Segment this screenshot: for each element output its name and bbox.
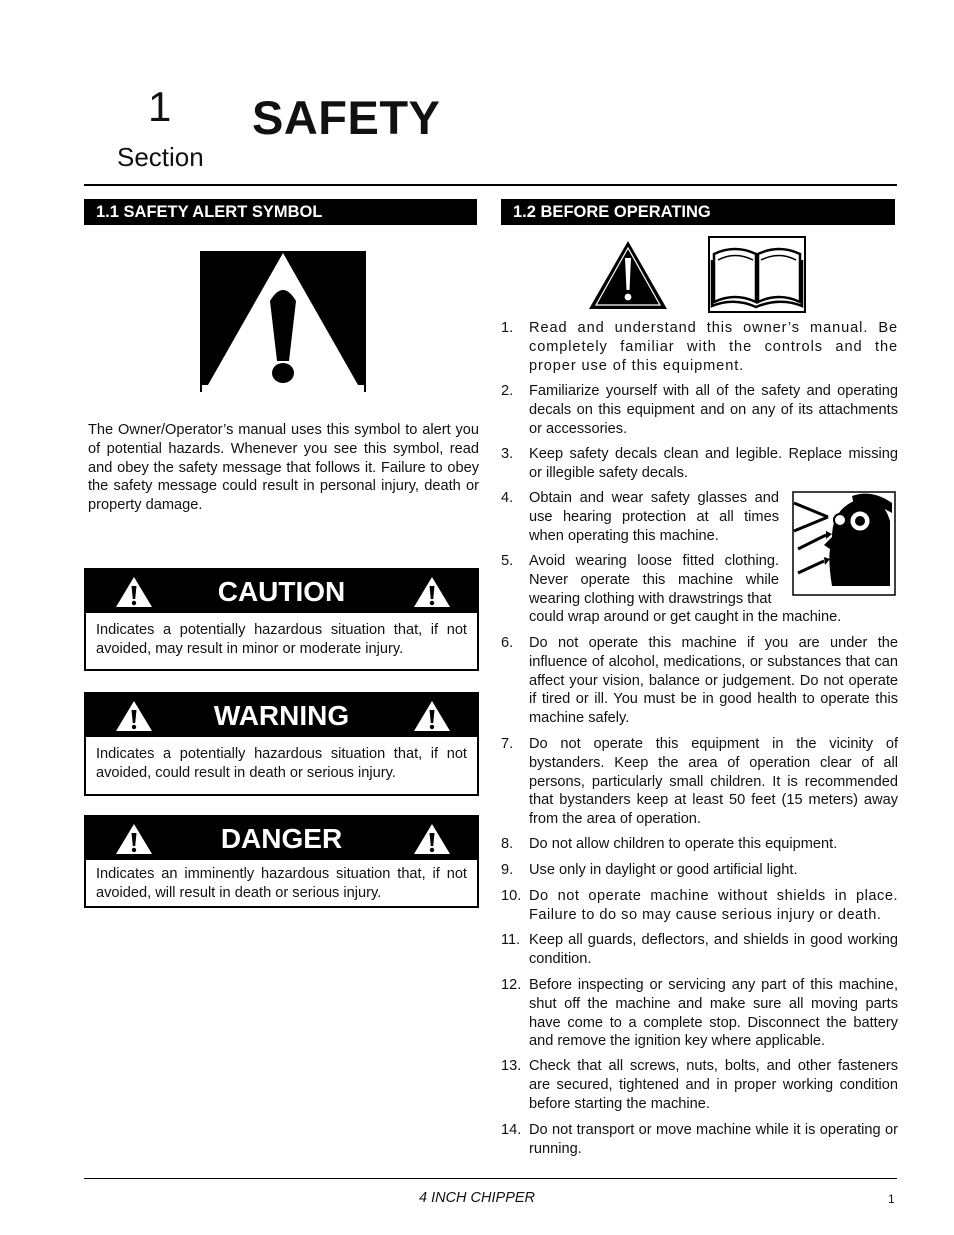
list-item-text: Do not operate this equipment in the vicinity of bystanders. Keep the area of operation clear of all persons, particularly small children. It is recommended that bystanders keep at least 50 feet (15 meters) away from the area of operation. [529,736,898,828]
list-item-text: Avoid wearing loose fitted clothing. Never operate this machine while wearing clothing with drawstrings that [529,553,779,607]
danger-header [86,817,477,860]
list-item-text-continued: could wrap around or get caught in the machine. [529,609,842,625]
caution-box [84,568,479,671]
eye-ear-protection-icon [792,491,896,596]
warning-box [84,692,479,796]
intro-paragraph: The Owner/Operator’s manual uses this symbol to alert you of potential hazards. Whenever you see this symbol, read and obey the safety message that follows it. Failure to obey the safety message could result in personal injury, death or property damage. [88,422,479,514]
list-item-text: Do not operate machine without shields in place. Failure to do so may cause serious injury or death. [529,888,898,923]
section-label: Section [117,142,204,172]
list-item-number: 8. [501,836,514,852]
owners-manual-icon [708,236,806,313]
section-heading-safety-alert-symbol: 1.1 SAFETY ALERT SYMBOL [84,199,477,225]
list-item-number: 1. [501,320,514,336]
list-item-number: 4. [501,490,514,506]
danger-word: DANGER [220,823,343,854]
list-item-text: Read and understand this owner’s manual. Be completely familiar with the controls and the proper use of this equipment. [529,320,898,374]
list-item-text: Keep safety decals clean and legible. Replace missing or illegible safety decals. [529,446,898,481]
safety-alert-icon [200,251,366,392]
page-title: SAFETY [252,91,441,144]
footer-divider [84,1178,897,1179]
list-item-text: Familiarize yourself with all of the safety and operating decals on this equipment and on any of its attachments or accessories. [529,383,898,437]
page-number: 1 [888,1192,895,1206]
caution-header [86,570,477,613]
list-item-text: Keep all guards, deflectors, and shields in good working condition. [529,932,898,967]
alert-triangle-icon [412,699,452,733]
section-heading-before-operating: 1.2 BEFORE OPERATING [501,199,895,225]
list-item-number: 14. [501,1122,522,1138]
list-item-number: 3. [501,446,514,462]
list-item-number: 7. [501,736,514,752]
footer-title: 4 INCH CHIPPER [418,1190,536,1206]
warning-header [86,694,477,737]
caution-word: CAUTION [217,576,346,607]
list-item-number: 5. [501,553,514,569]
caution-text: Indicates a potentially hazardous situation that, if not avoided, may result in minor or moderate injury. [96,622,467,657]
list-item-number: 11. [501,932,521,948]
list-item-text: Do not allow children to operate this equipment. [529,836,838,852]
warning-word: WARNING [213,700,350,731]
alert-triangle-icon [412,575,452,609]
list-item-number: 10. [501,888,522,904]
list-item-text: Do not transport or move machine while it is operating or running. [529,1122,898,1157]
list-item-number: 9. [501,862,514,878]
danger-text: Indicates an imminently hazardous situation that, if not avoided, will result in death or serious injury. [96,866,467,901]
section-number: 1 [148,83,172,130]
list-item-text: Check that all screws, nuts, bolts, and other fasteners are secured, tightened and in proper working condition before starting the machine. [529,1058,898,1112]
warning-text: Indicates a potentially hazardous situation that, if not avoided, could result in death or serious injury. [96,746,467,781]
alert-triangle-icon [412,822,452,856]
list-item-number: 12. [501,977,522,993]
list-item-number: 2. [501,383,514,399]
list-item-text: Use only in daylight or good artificial light. [529,862,798,878]
list-item-text: Obtain and wear safety glasses and use hearing protection at all times when operating this machine. [529,490,779,544]
danger-box [84,815,479,908]
safety-alert-icon [588,240,668,310]
list-item-number: 6. [501,635,514,651]
header-divider [84,184,897,186]
list-item-text: Before inspecting or servicing any part of this machine, shut off the machine and make sure all moving parts have come to a complete stop. Disconnect the battery and remove the ignition key where applicable. [529,977,898,1050]
list-item-text: Do not operate this machine if you are under the influence of alcohol, medications, or substances that can affect your vision, balance or judgement. Do not operate if tired or ill. You must be in good health to operate this machine safely. [529,635,898,727]
list-item-number: 13. [501,1058,522,1074]
